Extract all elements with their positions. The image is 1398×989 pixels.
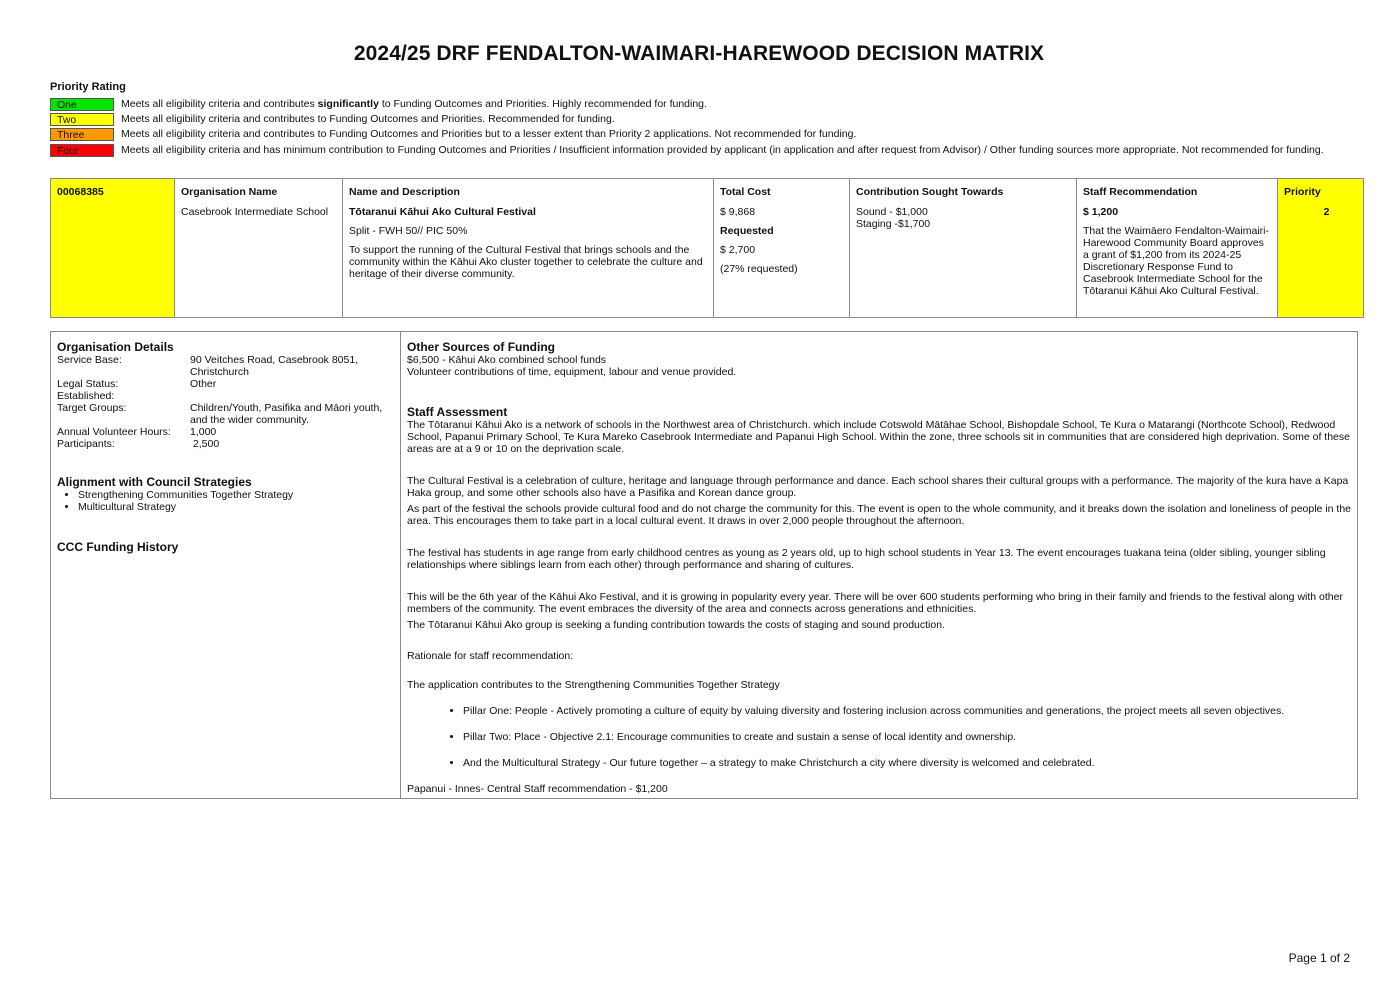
assessment-paragraph: The Tōtaranui Kāhui Ako is a network of schools in the Northwest area of Christchurch. which include Cotswold Mātāhae School, Bishopdale School, Te Kura o Matarangi (Northcote School), Redwood School, Papanui Primary School, Te Kura Mareko Casebrook Intermediate and Papanui High School. Within the zone, three schools sit in communities that are considered high deprivation. Some of these areas are at a 9 or 10 on the deprivation scale. [407,419,1350,455]
priority-desc-three: Meets all eligibility criteria and contributes to Funding Outcomes and Priorities but to a lesser extent than Priority 2 applications. Not recommended for funding. [121,128,857,140]
detail-row-legal-status: Legal Status: Other [57,378,217,390]
pillar-list [407,705,1351,769]
alignment-item: • Multicultural Strategy [78,501,394,513]
contribution-staging: Staging -$1,700 [856,218,931,230]
priority-chip-four: Four [50,144,114,157]
detail-row-target-groups: Target Groups: Children/Youth, Pasifika and Māori youth, and the wider community. [57,402,383,426]
organisation-details-heading: Organisation Details [57,340,174,354]
priority-desc-one: Meets all eligibility criteria and contributes significantly to Funding Outcomes and Priorities. Highly recommended for funding. [121,98,707,110]
detail-row-established: Established: [57,390,115,402]
requested-percentage: (27% requested) [720,263,798,275]
staff-recommendation-header: Staff Recommendation [1083,186,1198,198]
priority-cell [1278,179,1364,318]
other-source-line: $6,500 - Kāhui Ako combined school funds [407,354,607,366]
organisation-details-column [51,332,401,798]
assessment-paragraph: The Cultural Festival is a celebration of culture, heritage and language through performance and dance. Each school shares their cultural groups with a performance. The majority of the kura have a Kapa Haka group, and some other schools also have a Pasifika and Korean dance group. [407,475,1349,499]
contribution-cell [850,179,1077,318]
priority-rating-heading: Priority Rating [50,81,126,93]
final-recommendation-line: Papanui - Innes- Central Staff recommendation - $1,200 [407,783,668,795]
priority-chip-two: Two [50,113,114,126]
assessment-paragraph: The festival has students in age range from early childhood centres as young as 2 years old, up to high school students in Year 13. The event encourages tuakana teina (older sibling, younger sibling relationships where siblings learn from each other) through performance and sharing of cultures. [407,547,1326,571]
funding-assessment-column [401,332,1357,798]
alignment-heading: Alignment with Council Strategies [57,475,252,489]
contribution-header: Contribution Sought Towards [856,186,1004,198]
assessment-paragraph: The Tōtaranui Kāhui Ako group is seeking a funding contribution towards the costs of staging and sound production. [407,619,945,631]
split-info: Split - FWH 50// PIC 50% [349,225,468,237]
assessment-paragraph: As part of the festival the schools provide cultural food and do not charge the community for this. The event is open to the whole community, and it breaks down the isolation and loneliness of people in the area. This encourages them to take part in a local cultural event. It draws in over 2,000 people throughout the afternoon. [407,503,1352,527]
priority-row-three [50,127,856,141]
detail-row-service-base: Service Base: 90 Veitches Road, Casebrook 8051, Christchurch [57,354,359,378]
other-source-line: Volunteer contributions of time, equipment, labour and venue provided. [407,366,737,378]
alignment-item: • Strengthening Communities Together Strategy [78,489,394,501]
priority-chip-three: Three [50,128,114,141]
total-cost-cell [714,179,850,318]
priority-row-two [50,112,615,126]
organisation-name: Casebrook Intermediate School [181,206,329,218]
priority-row-one [50,97,707,111]
priority-chip-one: One [50,98,114,111]
application-id-cell [51,179,175,318]
pillar-item: • And the Multicultural Strategy - Our future together – a strategy to make Christchurch a city where diversity is welcomed and celebrated. [463,757,1351,769]
name-description-cell [343,179,714,318]
staff-recommendation-text: That the Waimāero Fendalton-Waimairi-Harewood Community Board approves a grant of $1,200 from its 2024-25 Discretionary Response Fund to Casebrook Intermediate School for the Tōtaranui Kāhui Ako Cultural Festival. [1083,225,1269,297]
page-title: 2024/25 DRF FENDALTON-WAIMARI-HAREWOOD DECISION MATRIX [353,42,1045,65]
staff-assessment-heading: Staff Assessment [407,405,508,419]
name-description-header: Name and Description [349,186,460,198]
contribution-sound: Sound - $1,000 [856,206,928,218]
priority-row-four [50,143,1324,157]
pillar-item: • Pillar Two: Place - Objective 2.1: Encourage communities to create and sustain a sense of local identity and ownership. [463,731,1351,743]
requested-label: Requested [720,225,774,237]
strategy-contribution-line: The application contributes to the Strengthening Communities Together Strategy [407,679,780,691]
pillar-item: • Pillar One: People - Actively promoting a culture of equity by valuing diversity and fostering inclusion across communities and generations, the project meets all seven objectives. [463,705,1351,717]
priority-desc-two: Meets all eligibility criteria and contributes to Funding Outcomes and Priorities. Recommended for funding. [121,113,615,125]
detail-row-participants: Participants: 2,500 [57,438,220,450]
funding-history-heading: CCC Funding History [57,540,179,554]
rationale-label: Rationale for staff recommendation: [407,650,574,662]
assessment-paragraph: This will be the 6th year of the Kāhui Ako Festival, and it is growing in popularity every year. There will be over 600 students performing who bring in their family and friends to the festival along with other members of the community. The event embraces the diversity of the area and connects across generations and ethnicities. [407,591,1343,615]
application-summary-table [50,178,1364,318]
priority-desc-four: Meets all eligibility criteria and has minimum contribution to Funding Outcomes and Priorities / Insufficient information provided by applicant (in application and after request from Advisor) / Other funding sources more appropriate. Not recommended for funding. [121,144,1324,156]
detail-row-volunteer-hours: Annual Volunteer Hours: 1,000 [57,426,217,438]
project-description: To support the running of the Cultural Festival that brings schools and the community within the Kāhui Ako cluster together to celebrate the culture and heritage of their diverse community. [349,244,703,280]
page-number: Page 1 of 2 [1288,951,1350,965]
total-cost-value: $ 9,868 [720,206,756,218]
total-cost-header: Total Cost [720,186,771,198]
priority-value: 2 [1323,206,1330,218]
details-panel [50,331,1358,799]
organisation-name-header: Organisation Name [181,186,278,198]
staff-recommendation-cell [1077,179,1278,318]
staff-recommendation-amount: $ 1,200 [1083,206,1119,218]
application-id: 00068385 [57,186,104,198]
organisation-cell [175,179,343,318]
project-name: Tōtaranui Kāhui Ako Cultural Festival [349,206,536,218]
other-sources-heading: Other Sources of Funding [407,340,556,354]
alignment-list [57,489,394,513]
priority-header: Priority [1284,186,1321,198]
requested-amount: $ 2,700 [720,244,756,256]
